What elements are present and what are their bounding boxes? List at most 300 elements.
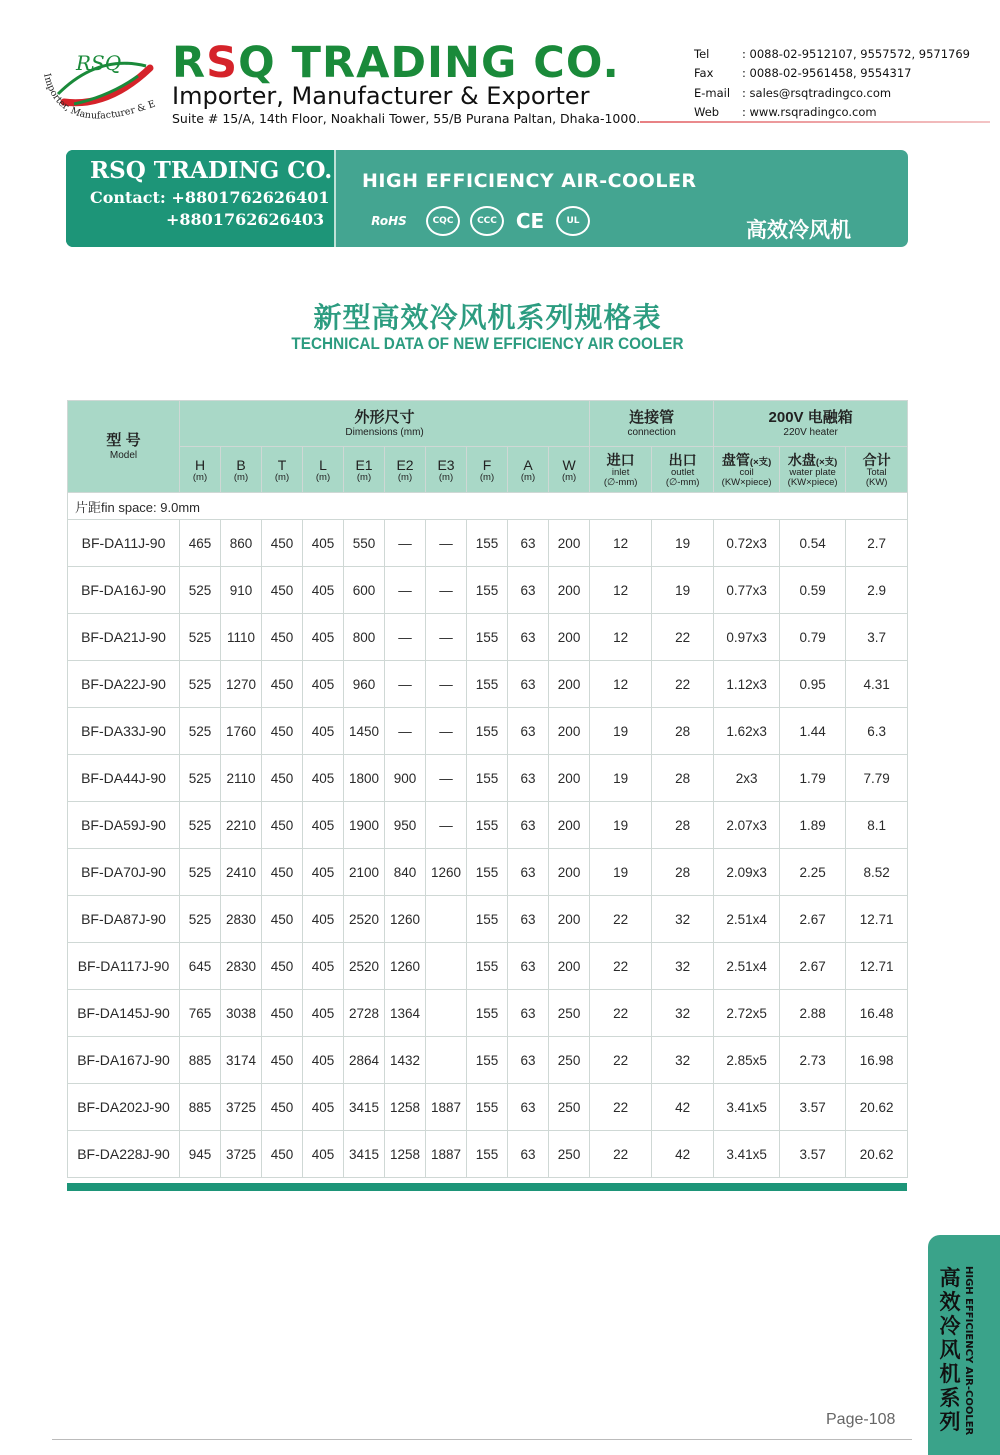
table-cell: 2.67 [780, 896, 846, 943]
model-cell: BF-DA117J-90 [68, 943, 180, 990]
table-cell: 19 [652, 520, 714, 567]
table-cell: 7.79 [846, 755, 908, 802]
table-cell: 525 [180, 567, 221, 614]
table-cell: 0.59 [780, 567, 846, 614]
heater-group-header [714, 401, 908, 447]
website-link[interactable]: : www.rsqradingco.com [742, 105, 877, 120]
table-cell: 12 [590, 614, 652, 661]
table-cell: 3.57 [780, 1131, 846, 1178]
table-row [68, 990, 908, 1037]
table-cell: 450 [262, 990, 303, 1037]
rohs-icon: RoHS [371, 214, 407, 228]
table-cell: — [385, 567, 426, 614]
table-cell: 525 [180, 614, 221, 661]
heater-col-suffix: (×支) [749, 456, 772, 468]
model-cell: BF-DA145J-90 [68, 990, 180, 1037]
table-row [68, 708, 908, 755]
table-cell: 63 [508, 943, 549, 990]
dim-col-unit: (m) [397, 471, 413, 483]
table-header [68, 401, 908, 493]
table-cell: 885 [180, 1037, 221, 1084]
ccc-icon: CCC [470, 206, 504, 236]
table-cell: 250 [549, 1084, 590, 1131]
dim-col-unit: (m) [274, 471, 290, 483]
ce-icon: CE [515, 209, 545, 233]
contact-row-email [694, 83, 970, 103]
table-cell: 450 [262, 802, 303, 849]
table-cell: 960 [344, 661, 385, 708]
table-cell: 945 [180, 1131, 221, 1178]
table-row [68, 896, 908, 943]
table-cell: 3.7 [846, 614, 908, 661]
table-cell: 550 [344, 520, 385, 567]
table-cell: 0.77x3 [714, 567, 780, 614]
heater-en: 220V heater [783, 426, 838, 438]
table-cell: 42 [652, 1084, 714, 1131]
table-cell: 63 [508, 661, 549, 708]
table-cell: 32 [652, 896, 714, 943]
table-cell: 200 [549, 943, 590, 990]
logo-text: RSQ [76, 51, 122, 75]
table-cell: 2.88 [780, 990, 846, 1037]
table-cell: 19 [590, 849, 652, 896]
table-row [68, 661, 908, 708]
conn-col-en: outlet [671, 466, 695, 478]
table-cell: 1260 [385, 896, 426, 943]
table-cell: — [426, 614, 467, 661]
table-cell: 1260 [385, 943, 426, 990]
table-cell: 63 [508, 1131, 549, 1178]
email-link[interactable]: : sales@rsqtradingco.com [742, 85, 892, 100]
contact-row-web [694, 103, 970, 123]
contact-key: Tel [694, 46, 710, 61]
table-cell: 405 [303, 755, 344, 802]
table-cell: 1760 [221, 708, 262, 755]
table-cell: 1.44 [780, 708, 846, 755]
banner-contact-panel [66, 150, 336, 247]
heater-col-cn: 合计 [862, 451, 891, 468]
table-row [68, 802, 908, 849]
table-cell: 860 [221, 520, 262, 567]
table-cell: 155 [467, 849, 508, 896]
side-tab-cn: 高效冷风机系列 [939, 1266, 961, 1434]
dim-col-header [549, 447, 590, 493]
table-cell: 1.62x3 [714, 708, 780, 755]
table-cell: 1887 [426, 1084, 467, 1131]
table-cell: 19 [590, 802, 652, 849]
footer-divider [52, 1439, 912, 1440]
model-cell: BF-DA87J-90 [68, 896, 180, 943]
table-cell: 450 [262, 1084, 303, 1131]
table-cell: 800 [344, 614, 385, 661]
table-title-cn: 新型高效冷风机系列规格表 [313, 301, 662, 334]
table-cell: 3415 [344, 1084, 385, 1131]
banner-contact-line2: +8801762626403 [166, 210, 325, 229]
table-cell: 12.71 [846, 896, 908, 943]
table-cell: 63 [508, 849, 549, 896]
table-cell: — [426, 520, 467, 567]
dim-col-unit: (m) [438, 471, 454, 483]
table-cell: 155 [467, 708, 508, 755]
company-name-text: RSQ TRADING CO. [172, 38, 620, 88]
dim-col-unit: (m) [561, 471, 577, 483]
dim-col-unit: (m) [315, 471, 331, 483]
dim-col-label: E3 [437, 456, 455, 473]
table-cell: 2.67 [780, 943, 846, 990]
table-title-en: TECHNICAL DATA OF NEW EFFICIENCY AIR COOLER [291, 334, 684, 353]
table-cell [426, 896, 467, 943]
table-cell: 1432 [385, 1037, 426, 1084]
table-cell: — [385, 661, 426, 708]
conn-col-header [652, 447, 714, 493]
table-cell: 250 [549, 990, 590, 1037]
dim-col-label: H [194, 456, 206, 473]
table-cell: 405 [303, 896, 344, 943]
table-cell: 155 [467, 990, 508, 1037]
conn-col-unit: (∅-mm) [603, 476, 638, 488]
heater-col-cn: 盘管 [721, 451, 750, 468]
heater-col-cn: 水盘 [787, 451, 816, 468]
table-cell: 250 [549, 1037, 590, 1084]
company-name [172, 38, 620, 88]
connection-group-header [590, 401, 714, 447]
dim-col-unit: (m) [233, 471, 249, 483]
connection-cn: 连接管 [629, 408, 675, 426]
table-cell: 0.72x3 [714, 520, 780, 567]
table-cell: 28 [652, 849, 714, 896]
table-cell: 840 [385, 849, 426, 896]
table-cell: 155 [467, 1084, 508, 1131]
contact-row-tel [694, 44, 970, 64]
table-cell: 405 [303, 943, 344, 990]
table-cell: 3038 [221, 990, 262, 1037]
table-cell: 525 [180, 755, 221, 802]
contact-value: : 0088-02-9512107, 9557572, 9571769 [742, 46, 971, 61]
dim-col-header [426, 447, 467, 493]
dim-col-unit: (m) [356, 471, 372, 483]
dim-col-label: W [562, 456, 576, 473]
table-cell: 950 [385, 802, 426, 849]
table-cell: 32 [652, 943, 714, 990]
table-cell: 200 [549, 896, 590, 943]
ul-icon: UL [556, 206, 590, 236]
table-cell: 12 [590, 567, 652, 614]
heater-col-unit: (KW×piece) [787, 476, 838, 488]
table-cell: 42 [652, 1131, 714, 1178]
table-cell: 405 [303, 520, 344, 567]
table-cell: 63 [508, 802, 549, 849]
dim-col-unit: (m) [520, 471, 536, 483]
heater-col-header [846, 447, 908, 493]
table-cell: 910 [221, 567, 262, 614]
table-cell: 450 [262, 943, 303, 990]
dimensions-cn: 外形尺寸 [354, 408, 415, 426]
table-cell: 1270 [221, 661, 262, 708]
conn-col-cn: 进口 [606, 451, 635, 468]
contact-key: Fax [694, 66, 714, 81]
table-cell: 22 [590, 896, 652, 943]
model-cell: BF-DA33J-90 [68, 708, 180, 755]
table-cell: 19 [590, 708, 652, 755]
table-cell: 200 [549, 661, 590, 708]
table-cell: 2.73 [780, 1037, 846, 1084]
table-cell: 2728 [344, 990, 385, 1037]
table-cell: 405 [303, 661, 344, 708]
table-row [68, 567, 908, 614]
heater-col-en: coil [739, 466, 754, 478]
table-cell: 0.97x3 [714, 614, 780, 661]
table-cell: 2.07x3 [714, 802, 780, 849]
model-cell: BF-DA11J-90 [68, 520, 180, 567]
table-cell: 1800 [344, 755, 385, 802]
table-cell: 405 [303, 849, 344, 896]
table-cell: 200 [549, 849, 590, 896]
company-name-accent: S [206, 38, 239, 88]
heater-col-en: water plate [789, 466, 836, 478]
spec-table [67, 400, 908, 1178]
table-cell: 525 [180, 708, 221, 755]
table-cell: 2100 [344, 849, 385, 896]
company-logo [38, 46, 166, 138]
table-cell: — [426, 661, 467, 708]
page-number: Page-108 [826, 1411, 896, 1428]
table-cell: 450 [262, 520, 303, 567]
table-cell: 12 [590, 520, 652, 567]
table-row [68, 1037, 908, 1084]
table-cell: 2.51x4 [714, 896, 780, 943]
table-cell: 200 [549, 520, 590, 567]
table-cell: 405 [303, 708, 344, 755]
table-cell: 63 [508, 1037, 549, 1084]
banner-heading: HIGH EFFICIENCY AIR-COOLER [362, 170, 697, 192]
heater-col-cn-wrap [780, 452, 845, 468]
dim-col-label: A [523, 456, 533, 473]
company-address: Suite # 15/A, 14th Floor, Noakhali Tower, 55/B Purana Paltan, Dhaka-1000. [172, 111, 641, 126]
model-cell: BF-DA59J-90 [68, 802, 180, 849]
table-cell: 405 [303, 802, 344, 849]
table-cell: 28 [652, 708, 714, 755]
table-cell: 63 [508, 990, 549, 1037]
table-cell: 3.57 [780, 1084, 846, 1131]
table-cell: 200 [549, 614, 590, 661]
model-header-en: Model [109, 449, 138, 461]
table-cell: 8.1 [846, 802, 908, 849]
table-cell: 450 [262, 614, 303, 661]
table-cell: 32 [652, 990, 714, 1037]
model-cell: BF-DA22J-90 [68, 661, 180, 708]
table-cell: 450 [262, 708, 303, 755]
banner-contact-line1: Contact: +8801762626401 [90, 188, 330, 207]
dim-col-label: B [236, 456, 246, 473]
model-header-cn: 型 号 [106, 431, 141, 449]
dim-col-label: E2 [396, 456, 414, 473]
table-cell: 1258 [385, 1131, 426, 1178]
connection-en: connection [627, 426, 676, 438]
table-cell: 2x3 [714, 755, 780, 802]
table-row [68, 614, 908, 661]
heater-col-suffix: (×支) [815, 456, 838, 468]
table-cell: 3725 [221, 1131, 262, 1178]
conn-col-header [590, 447, 652, 493]
table-cell: 155 [467, 1037, 508, 1084]
table-cell: 1450 [344, 708, 385, 755]
logo-arc-text: Importer, Manufacturer & E [41, 72, 157, 122]
dim-col-header [508, 447, 549, 493]
banner-contact [90, 187, 330, 231]
table-cell: 3725 [221, 1084, 262, 1131]
table-cell: 2.9 [846, 567, 908, 614]
table-cell: 450 [262, 849, 303, 896]
table-cell: 1.89 [780, 802, 846, 849]
table-cell: 2.51x4 [714, 943, 780, 990]
contact-value: : 0088-02-9561458, 9554317 [742, 66, 912, 81]
table-cell: 450 [262, 1131, 303, 1178]
table-cell: — [426, 567, 467, 614]
table-cell: 155 [467, 614, 508, 661]
conn-col-en: inlet [611, 466, 630, 478]
heater-col-unit: (KW) [865, 476, 888, 488]
table-cell: 1258 [385, 1084, 426, 1131]
table-cell: 12.71 [846, 943, 908, 990]
table-cell: 765 [180, 990, 221, 1037]
conn-col-unit: (∅-mm) [665, 476, 700, 488]
table-cell: 0.54 [780, 520, 846, 567]
table-cell [426, 990, 467, 1037]
table-cell: 22 [590, 1084, 652, 1131]
table-cell: 450 [262, 1037, 303, 1084]
table-cell: 525 [180, 802, 221, 849]
table-cell: 525 [180, 849, 221, 896]
model-cell: BF-DA228J-90 [68, 1131, 180, 1178]
table-cell: 63 [508, 614, 549, 661]
table-cell: 2410 [221, 849, 262, 896]
fin-space-cell [68, 493, 908, 520]
banner-title: RSQ TRADING CO. [90, 157, 333, 184]
table-cell: 450 [262, 896, 303, 943]
table-cell: — [426, 708, 467, 755]
conn-col-cn: 出口 [668, 451, 697, 468]
contact-block [694, 44, 970, 122]
table-cell: 2.72x5 [714, 990, 780, 1037]
table-cell: 2520 [344, 943, 385, 990]
table-cell: 63 [508, 1084, 549, 1131]
dim-col-header [385, 447, 426, 493]
dimensions-en: Dimensions (mm) [345, 426, 424, 438]
table-cell: 3.41x5 [714, 1084, 780, 1131]
table-cell: 525 [180, 896, 221, 943]
table-cell: — [426, 802, 467, 849]
table-cell: 200 [549, 802, 590, 849]
model-cell: BF-DA70J-90 [68, 849, 180, 896]
table-cell: 155 [467, 1131, 508, 1178]
table-cell: 8.52 [846, 849, 908, 896]
table-cell: 22 [590, 1037, 652, 1084]
heater-cn: 200V 电融箱 [768, 408, 853, 426]
table-cell: 405 [303, 1131, 344, 1178]
table-cell: 450 [262, 567, 303, 614]
table-cell: — [385, 520, 426, 567]
table-cell: 2.09x3 [714, 849, 780, 896]
dim-col-label: F [482, 456, 492, 473]
table-cell: 405 [303, 1037, 344, 1084]
table-row [68, 849, 908, 896]
table-cell: 200 [549, 755, 590, 802]
table-cell: 200 [549, 567, 590, 614]
table-cell: 450 [262, 755, 303, 802]
cqc-icon: CQC [426, 206, 460, 236]
table-cell: 28 [652, 802, 714, 849]
table-cell: 0.95 [780, 661, 846, 708]
table-cell: 1887 [426, 1131, 467, 1178]
table-cell: 1260 [426, 849, 467, 896]
table-cell: 3174 [221, 1037, 262, 1084]
table-cell: 2.7 [846, 520, 908, 567]
table-row [68, 755, 908, 802]
contact-key: Web [694, 105, 720, 120]
table-cell: 63 [508, 520, 549, 567]
dim-col-label: T [277, 456, 287, 473]
table-cell: 2.25 [780, 849, 846, 896]
table-cell: 405 [303, 614, 344, 661]
table-cell: 22 [652, 614, 714, 661]
table-row [68, 1131, 908, 1178]
heater-col-en: Total [866, 466, 887, 478]
table-cell: 155 [467, 567, 508, 614]
dimensions-group-header [180, 401, 590, 447]
table-cell: 12 [590, 661, 652, 708]
table-cell: 2864 [344, 1037, 385, 1084]
table-row [68, 943, 908, 990]
dim-col-header [180, 447, 221, 493]
table-cell: 645 [180, 943, 221, 990]
contact-key: E-mail [694, 85, 731, 100]
dim-col-header [303, 447, 344, 493]
table-cell: 3.41x5 [714, 1131, 780, 1178]
sub-header-row [68, 447, 908, 493]
dim-col-unit: (m) [192, 471, 208, 483]
table-cell [426, 943, 467, 990]
table-cell: 19 [652, 567, 714, 614]
table-cell: 1.79 [780, 755, 846, 802]
table-cell: 1.12x3 [714, 661, 780, 708]
model-cell: BF-DA202J-90 [68, 1084, 180, 1131]
table-cell: 19 [590, 755, 652, 802]
table-cell: 16.98 [846, 1037, 908, 1084]
table-cell: 200 [549, 708, 590, 755]
table-cell: 405 [303, 567, 344, 614]
certification-row [362, 206, 590, 236]
dim-col-header [344, 447, 385, 493]
table-cell: 2830 [221, 896, 262, 943]
table-cell: 0.79 [780, 614, 846, 661]
fin-space-row [68, 493, 908, 520]
table-cell: 63 [508, 708, 549, 755]
table-cell: 2520 [344, 896, 385, 943]
model-header [68, 401, 180, 493]
table-cell [426, 1037, 467, 1084]
table-cell: 250 [549, 1131, 590, 1178]
table-cell: 155 [467, 802, 508, 849]
heater-col-cn-wrap [714, 452, 779, 468]
table-cell: 32 [652, 1037, 714, 1084]
table-row [68, 520, 908, 567]
table-cell: 22 [590, 1131, 652, 1178]
table-cell: 2210 [221, 802, 262, 849]
model-cell: BF-DA16J-90 [68, 567, 180, 614]
table-cell: 20.62 [846, 1131, 908, 1178]
table-cell: 155 [467, 755, 508, 802]
side-tab-en: HIGH EFFICIENCY AIR-COOLER [963, 1266, 974, 1436]
